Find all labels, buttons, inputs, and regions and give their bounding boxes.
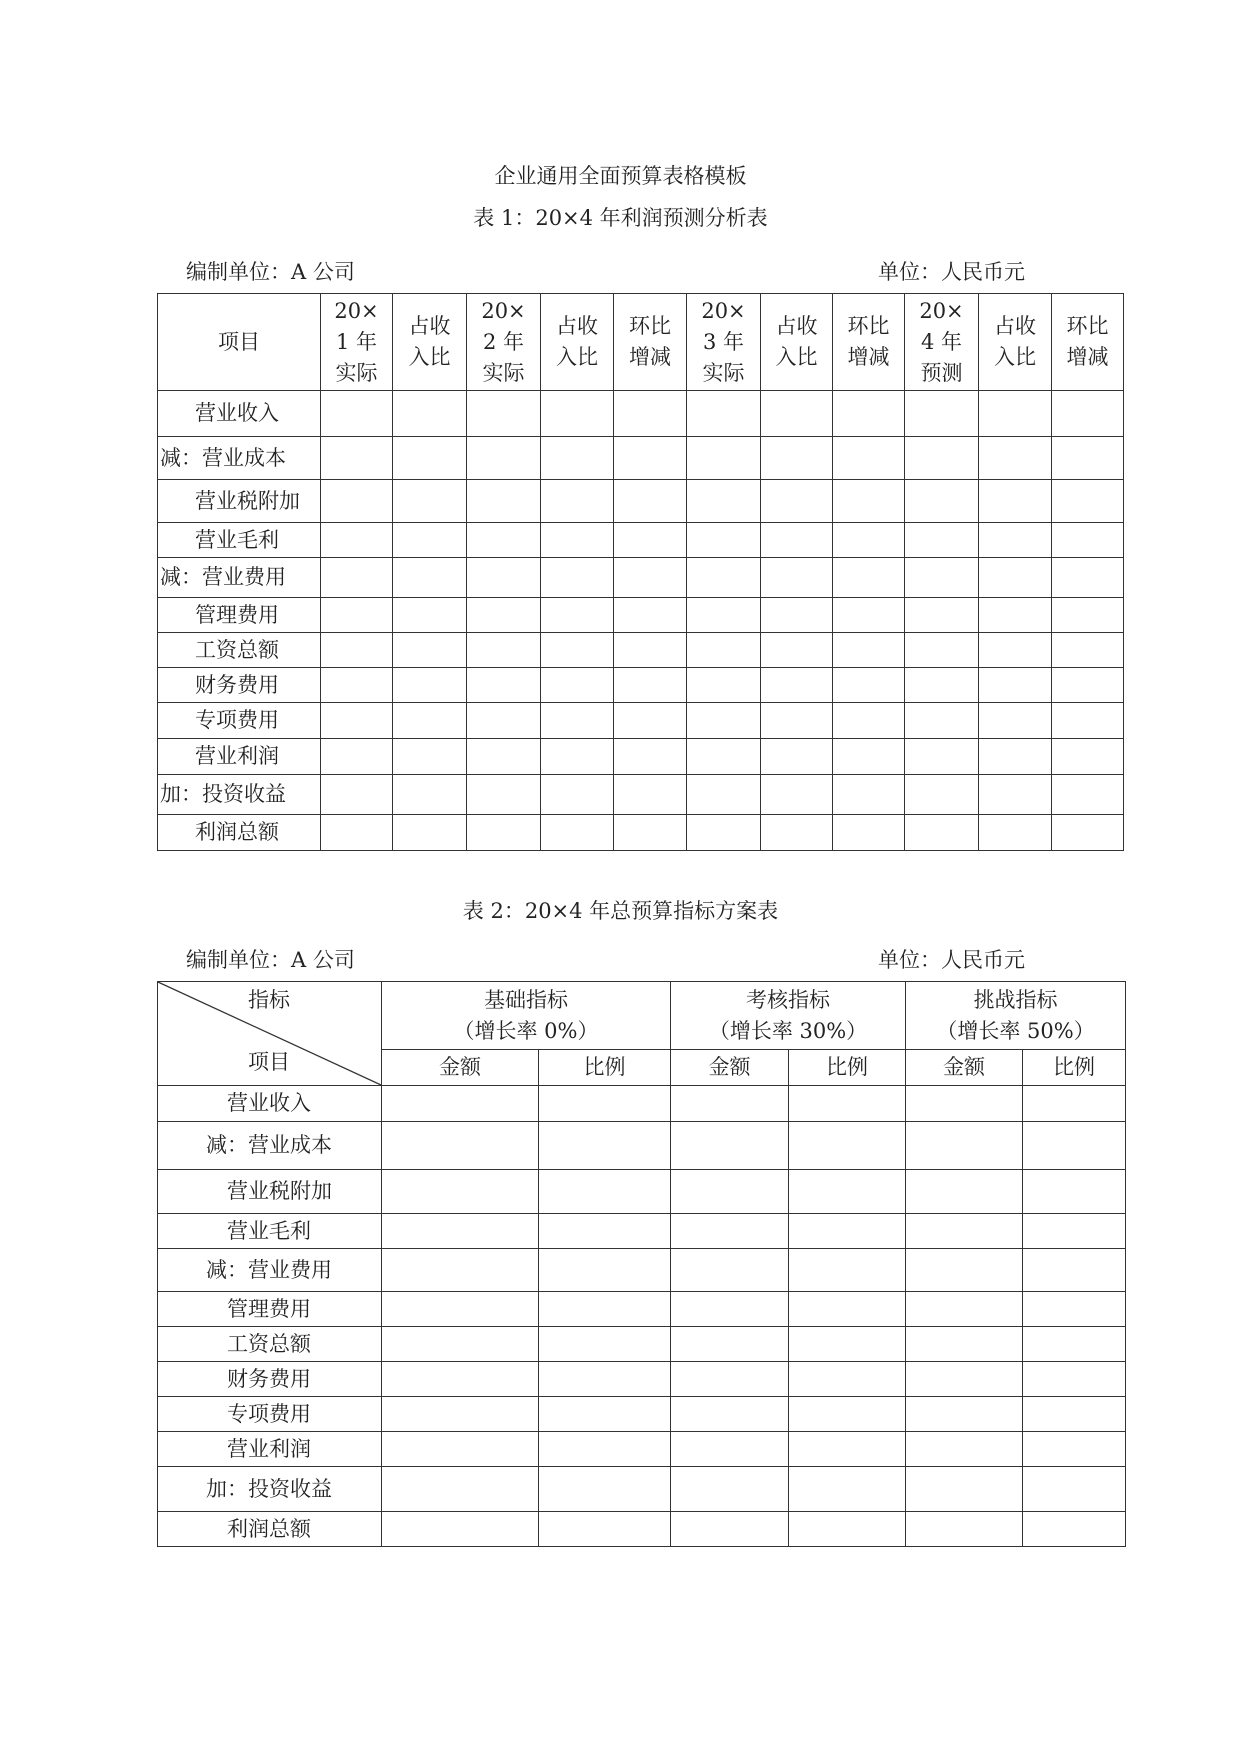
table1-caption: 表 1：20×4 年利润预测分析表 (473, 206, 768, 230)
table-cell[interactable] (905, 480, 979, 523)
table-cell[interactable] (467, 668, 541, 703)
table-cell[interactable] (541, 558, 614, 598)
table-row (158, 1327, 1126, 1362)
group-header-basic: 基础指标 （增长率 0%） (382, 982, 671, 1050)
table-cell[interactable] (833, 598, 905, 633)
table-cell[interactable] (789, 1512, 906, 1547)
table-cell[interactable] (979, 815, 1052, 851)
table-cell[interactable] (761, 668, 833, 703)
table-cell[interactable] (671, 1327, 789, 1362)
table-cell[interactable] (979, 437, 1052, 480)
table-cell[interactable] (321, 633, 393, 668)
row-label: 营业税附加 (158, 480, 321, 523)
table-cell[interactable] (789, 1292, 906, 1327)
table-cell[interactable] (761, 437, 833, 480)
table-cell[interactable] (467, 598, 541, 633)
table-cell[interactable] (905, 775, 979, 815)
header-cell-year3-actual: 20× 3 年 实际 (687, 294, 761, 391)
table-cell[interactable] (687, 633, 761, 668)
row-label: 利润总额 (158, 815, 321, 851)
table-cell[interactable] (833, 480, 905, 523)
table-row (158, 1397, 1126, 1432)
table-cell[interactable] (789, 1397, 906, 1432)
header-cell-year1-actual: 20× 1 年 实际 (321, 294, 393, 391)
table-cell[interactable] (467, 775, 541, 815)
profit-forecast-table (157, 293, 1124, 851)
row-label: 减：营业费用 (158, 558, 321, 598)
header-cell-year1-ratio: 占收 入比 (393, 294, 467, 391)
table-cell[interactable] (979, 739, 1052, 775)
table-cell[interactable] (833, 391, 905, 437)
table-cell[interactable] (906, 1397, 1023, 1432)
table-cell[interactable] (541, 598, 614, 633)
table2-unit-left: 编制单位：A 公司 (186, 948, 355, 972)
subheader-assessment-amount: 金额 (671, 1050, 789, 1086)
header-cell-item: 项目 (158, 294, 321, 391)
row-label: 营业收入 (158, 391, 321, 437)
table-row (158, 1432, 1126, 1467)
table-cell[interactable] (833, 815, 905, 851)
table-row (158, 1170, 1126, 1214)
table-cell[interactable] (321, 598, 393, 633)
table-cell[interactable] (906, 1122, 1023, 1170)
table-cell[interactable] (393, 480, 467, 523)
table-cell[interactable] (905, 523, 979, 558)
table-cell[interactable] (539, 1362, 671, 1397)
table-cell[interactable] (761, 558, 833, 598)
header-cell-year2-ratio: 占收 入比 (541, 294, 614, 391)
row-label: 管理费用 (158, 598, 321, 633)
table-cell[interactable] (539, 1249, 671, 1292)
table-cell[interactable] (1023, 1512, 1126, 1547)
group-header-assessment: 考核指标 （增长率 30%） (671, 982, 906, 1050)
table-row (158, 1292, 1126, 1327)
table-cell[interactable] (1023, 1467, 1126, 1512)
table-cell[interactable] (906, 1467, 1023, 1512)
table-cell[interactable] (393, 391, 467, 437)
table-cell[interactable] (1023, 1122, 1126, 1170)
row-label: 管理费用 (158, 1292, 382, 1327)
table-cell[interactable] (382, 1086, 539, 1122)
table-cell[interactable] (833, 703, 905, 739)
table-cell[interactable] (979, 480, 1052, 523)
corner-label-indicator: 指标 (248, 988, 290, 1012)
row-label: 减：营业费用 (158, 1249, 382, 1292)
table-cell[interactable] (539, 1327, 671, 1362)
table-cell[interactable] (382, 1122, 539, 1170)
table-cell[interactable] (321, 391, 393, 437)
row-label: 营业税附加 (158, 1170, 382, 1214)
table-cell[interactable] (539, 1512, 671, 1547)
table-cell[interactable] (979, 633, 1052, 668)
table-cell[interactable] (789, 1327, 906, 1362)
row-label: 加：投资收益 (158, 1467, 382, 1512)
table-cell[interactable] (671, 1122, 789, 1170)
table-cell[interactable] (539, 1397, 671, 1432)
row-label: 营业毛利 (158, 523, 321, 558)
table-cell[interactable] (393, 598, 467, 633)
table-cell[interactable] (393, 815, 467, 851)
table-cell[interactable] (541, 668, 614, 703)
table1-unit-right: 单位：人民币元 (878, 260, 1025, 284)
table-cell[interactable] (833, 739, 905, 775)
table-cell[interactable] (539, 1292, 671, 1327)
table-row (158, 1512, 1126, 1547)
table-cell[interactable] (906, 1214, 1023, 1249)
table-cell[interactable] (906, 1292, 1023, 1327)
table-cell[interactable] (671, 1249, 789, 1292)
table-cell[interactable] (1052, 391, 1124, 437)
table-cell[interactable] (761, 703, 833, 739)
table-cell[interactable] (905, 391, 979, 437)
header-cell-year4-change: 环比 增减 (1052, 294, 1124, 391)
table-cell[interactable] (687, 480, 761, 523)
table-cell[interactable] (382, 1214, 539, 1249)
table-cell[interactable] (393, 668, 467, 703)
subheader-assessment-ratio: 比例 (789, 1050, 906, 1086)
document-title: 企业通用全面预算表格模板 (494, 164, 747, 188)
row-label: 减：营业成本 (158, 437, 321, 480)
table-cell[interactable] (393, 523, 467, 558)
table-cell[interactable] (906, 1432, 1023, 1467)
table-cell[interactable] (1052, 523, 1124, 558)
table-cell[interactable] (614, 437, 687, 480)
table-cell[interactable] (906, 1512, 1023, 1547)
table-cell[interactable] (687, 391, 761, 437)
table1-header-row (158, 294, 1124, 391)
table-cell[interactable] (761, 739, 833, 775)
table-cell[interactable] (1052, 703, 1124, 739)
table-row (158, 1086, 1126, 1122)
table-cell[interactable] (687, 523, 761, 558)
table-cell[interactable] (393, 558, 467, 598)
table-row (158, 668, 1124, 703)
table-cell[interactable] (1023, 1397, 1126, 1432)
table-cell[interactable] (671, 1292, 789, 1327)
table-row (158, 739, 1124, 775)
table-cell[interactable] (321, 775, 393, 815)
table-cell[interactable] (979, 558, 1052, 598)
table-cell[interactable] (906, 1362, 1023, 1397)
table-cell[interactable] (541, 703, 614, 739)
table-row (158, 775, 1124, 815)
table1-unit-left: 编制单位：A 公司 (186, 260, 355, 284)
table-cell[interactable] (687, 703, 761, 739)
table2-unit-right: 单位：人民币元 (878, 948, 1025, 972)
table-cell[interactable] (467, 523, 541, 558)
table2-header-row-groups (158, 982, 1126, 1050)
header-cell-year2-change: 环比 增减 (614, 294, 687, 391)
table-cell[interactable] (539, 1122, 671, 1170)
table-cell[interactable] (614, 703, 687, 739)
table-cell[interactable] (541, 633, 614, 668)
table-cell[interactable] (382, 1467, 539, 1512)
row-label: 工资总额 (158, 633, 321, 668)
table-cell[interactable] (541, 775, 614, 815)
table-cell[interactable] (467, 558, 541, 598)
row-label: 加：投资收益 (158, 775, 321, 815)
table-cell[interactable] (789, 1249, 906, 1292)
table-cell[interactable] (382, 1327, 539, 1362)
table-cell[interactable] (614, 558, 687, 598)
table-cell[interactable] (1052, 633, 1124, 668)
table-row (158, 598, 1124, 633)
table-cell[interactable] (687, 775, 761, 815)
table-cell[interactable] (905, 739, 979, 775)
group-header-challenge: 挑战指标 （增长率 50%） (906, 982, 1126, 1050)
table-cell[interactable] (467, 703, 541, 739)
table-cell[interactable] (614, 815, 687, 851)
table-cell[interactable] (833, 633, 905, 668)
table-cell[interactable] (833, 437, 905, 480)
table-cell[interactable] (906, 1327, 1023, 1362)
table-cell[interactable] (789, 1362, 906, 1397)
table-cell[interactable] (687, 815, 761, 851)
table-cell[interactable] (1052, 437, 1124, 480)
table-cell[interactable] (789, 1432, 906, 1467)
subheader-challenge-ratio: 比例 (1023, 1050, 1126, 1086)
table-cell[interactable] (382, 1512, 539, 1547)
table-cell[interactable] (321, 815, 393, 851)
table-cell[interactable] (687, 437, 761, 480)
table-cell[interactable] (789, 1467, 906, 1512)
table-cell[interactable] (614, 633, 687, 668)
row-label: 工资总额 (158, 1327, 382, 1362)
table-cell[interactable] (467, 739, 541, 775)
table-cell[interactable] (393, 775, 467, 815)
table-cell[interactable] (382, 1362, 539, 1397)
table-cell[interactable] (467, 633, 541, 668)
table-cell[interactable] (467, 391, 541, 437)
table-cell[interactable] (761, 775, 833, 815)
table-cell[interactable] (761, 523, 833, 558)
table-cell[interactable] (393, 703, 467, 739)
table-cell[interactable] (687, 598, 761, 633)
table-cell[interactable] (1023, 1214, 1126, 1249)
table-cell[interactable] (539, 1214, 671, 1249)
subheader-basic-amount: 金额 (382, 1050, 539, 1086)
table-cell[interactable] (671, 1214, 789, 1249)
table-cell[interactable] (321, 480, 393, 523)
table-cell[interactable] (1052, 598, 1124, 633)
table-row (158, 815, 1124, 851)
table-row (158, 523, 1124, 558)
table-cell[interactable] (1052, 558, 1124, 598)
table-cell[interactable] (321, 437, 393, 480)
table-cell[interactable] (1052, 775, 1124, 815)
header-cell-year4-forecast: 20× 4 年 预测 (905, 294, 979, 391)
table-cell[interactable] (321, 523, 393, 558)
table-cell[interactable] (1023, 1432, 1126, 1467)
table-cell[interactable] (671, 1397, 789, 1432)
table-row (158, 437, 1124, 480)
header-cell-year4-ratio: 占收 入比 (979, 294, 1052, 391)
table-cell[interactable] (382, 1432, 539, 1467)
row-label: 营业利润 (158, 1432, 382, 1467)
table-cell[interactable] (382, 1397, 539, 1432)
table-cell[interactable] (979, 391, 1052, 437)
table-cell[interactable] (833, 668, 905, 703)
table-cell[interactable] (1052, 480, 1124, 523)
table-row (158, 1249, 1126, 1292)
table-cell[interactable] (1023, 1362, 1126, 1397)
table-cell[interactable] (789, 1122, 906, 1170)
table-cell[interactable] (979, 523, 1052, 558)
table-row (158, 633, 1124, 668)
row-label: 营业收入 (158, 1086, 382, 1122)
table-cell[interactable] (539, 1432, 671, 1467)
table-row (158, 1122, 1126, 1170)
table-cell[interactable] (671, 1170, 789, 1214)
table-cell[interactable] (539, 1086, 671, 1122)
row-label: 减：营业成本 (158, 1122, 382, 1170)
table-row (158, 391, 1124, 437)
table-cell[interactable] (1023, 1327, 1126, 1362)
table-cell[interactable] (979, 703, 1052, 739)
table-cell[interactable] (393, 633, 467, 668)
table-row (158, 1467, 1126, 1512)
table-cell[interactable] (687, 668, 761, 703)
table-cell[interactable] (539, 1170, 671, 1214)
subheader-basic-ratio: 比例 (539, 1050, 671, 1086)
table-row (158, 1362, 1126, 1397)
table-row (158, 703, 1124, 739)
table-cell[interactable] (979, 668, 1052, 703)
table-cell[interactable] (541, 437, 614, 480)
table-cell[interactable] (905, 668, 979, 703)
table-cell[interactable] (1023, 1292, 1126, 1327)
table-cell[interactable] (905, 558, 979, 598)
table-cell[interactable] (979, 775, 1052, 815)
row-label: 营业毛利 (158, 1214, 382, 1249)
subheader-challenge-amount: 金额 (906, 1050, 1023, 1086)
table-cell[interactable] (321, 668, 393, 703)
table-cell[interactable] (671, 1512, 789, 1547)
table-row (158, 558, 1124, 598)
table-cell[interactable] (761, 480, 833, 523)
table-cell[interactable] (905, 703, 979, 739)
table-cell[interactable] (541, 815, 614, 851)
table-cell[interactable] (789, 1214, 906, 1249)
table-cell[interactable] (614, 391, 687, 437)
table-row (158, 1214, 1126, 1249)
table-cell[interactable] (761, 391, 833, 437)
table-cell[interactable] (393, 739, 467, 775)
table-cell[interactable] (789, 1170, 906, 1214)
table-cell[interactable] (905, 815, 979, 851)
header-cell-year3-change: 环比 增减 (833, 294, 905, 391)
row-label: 财务费用 (158, 668, 321, 703)
table-cell[interactable] (906, 1249, 1023, 1292)
table-cell[interactable] (382, 1292, 539, 1327)
table-cell[interactable] (906, 1086, 1023, 1122)
table-cell[interactable] (393, 437, 467, 480)
table-cell[interactable] (467, 437, 541, 480)
corner-label-item: 项目 (248, 1050, 290, 1074)
table-cell[interactable] (382, 1249, 539, 1292)
table-cell[interactable] (614, 523, 687, 558)
table-cell[interactable] (833, 775, 905, 815)
table-cell[interactable] (761, 815, 833, 851)
table-cell[interactable] (671, 1432, 789, 1467)
table-cell[interactable] (467, 480, 541, 523)
table2-caption: 表 2：20×4 年总预算指标方案表 (462, 899, 779, 923)
table-cell[interactable] (789, 1086, 906, 1122)
table-cell[interactable] (1023, 1249, 1126, 1292)
table-cell[interactable] (905, 633, 979, 668)
table-cell[interactable] (1052, 668, 1124, 703)
table-row (158, 480, 1124, 523)
corner-diagonal-cell (158, 982, 382, 1086)
table-cell[interactable] (1023, 1170, 1126, 1214)
table-cell[interactable] (321, 703, 393, 739)
table-cell[interactable] (905, 598, 979, 633)
budget-indicator-table (157, 981, 1126, 1547)
table-cell[interactable] (906, 1170, 1023, 1214)
table-cell[interactable] (687, 739, 761, 775)
row-label: 利润总额 (158, 1512, 382, 1547)
table-cell[interactable] (1052, 815, 1124, 851)
row-label: 专项费用 (158, 703, 321, 739)
table-cell[interactable] (541, 480, 614, 523)
table-cell[interactable] (833, 558, 905, 598)
table-cell[interactable] (761, 598, 833, 633)
table-cell[interactable] (979, 598, 1052, 633)
row-label: 专项费用 (158, 1397, 382, 1432)
table-cell[interactable] (833, 523, 905, 558)
table-cell[interactable] (539, 1467, 671, 1512)
table-cell[interactable] (541, 391, 614, 437)
table-cell[interactable] (1023, 1086, 1126, 1122)
table-cell[interactable] (321, 739, 393, 775)
table-cell[interactable] (905, 437, 979, 480)
table-cell[interactable] (1052, 739, 1124, 775)
header-cell-year3-ratio: 占收 入比 (761, 294, 833, 391)
table-cell[interactable] (614, 739, 687, 775)
table-cell[interactable] (467, 815, 541, 851)
table-cell[interactable] (614, 668, 687, 703)
table-cell[interactable] (761, 633, 833, 668)
table-cell[interactable] (614, 598, 687, 633)
table-cell[interactable] (614, 480, 687, 523)
row-label: 财务费用 (158, 1362, 382, 1397)
table-cell[interactable] (687, 558, 761, 598)
table-cell[interactable] (671, 1467, 789, 1512)
table-cell[interactable] (321, 558, 393, 598)
table-cell[interactable] (382, 1170, 539, 1214)
table-cell[interactable] (671, 1086, 789, 1122)
table-cell[interactable] (541, 739, 614, 775)
table-cell[interactable] (541, 523, 614, 558)
table-cell[interactable] (671, 1362, 789, 1397)
row-label: 营业利润 (158, 739, 321, 775)
table-cell[interactable] (614, 775, 687, 815)
header-cell-year2-actual: 20× 2 年 实际 (467, 294, 541, 391)
